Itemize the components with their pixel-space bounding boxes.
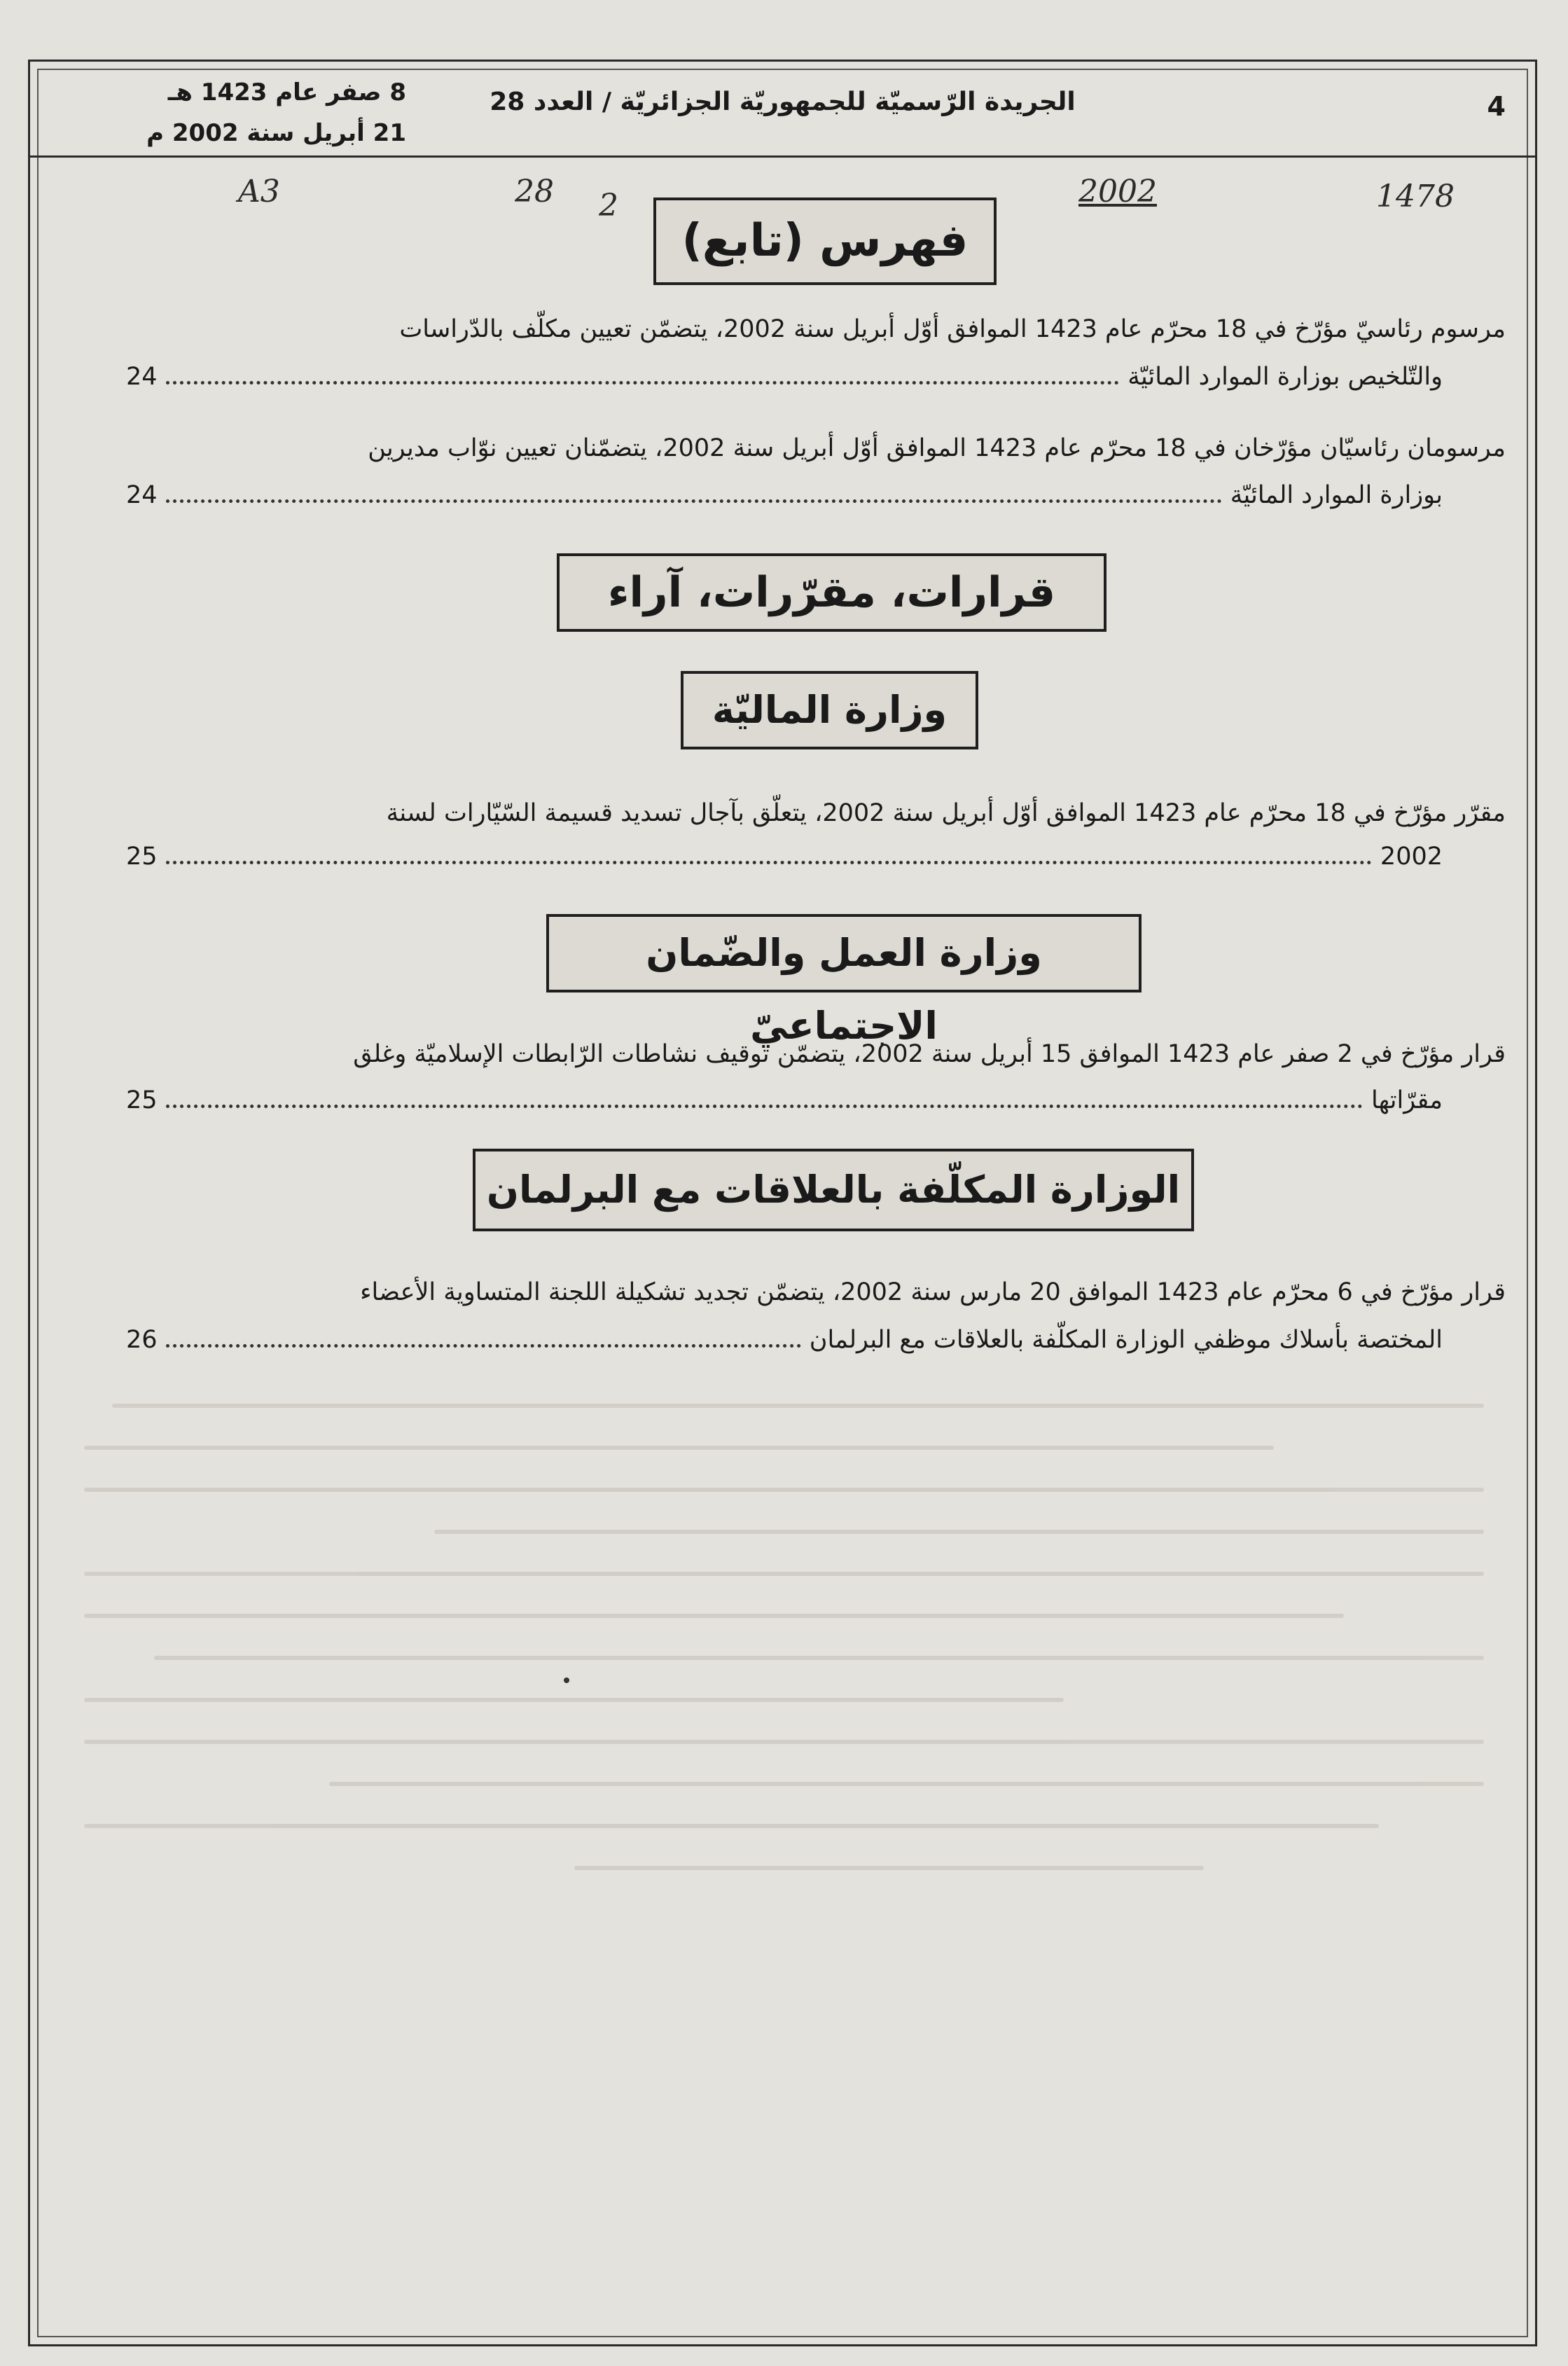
dot-leader xyxy=(166,1344,801,1348)
gregorian-date: 21 أبريل سنة 2002 م xyxy=(146,119,406,147)
entry-page-number: 25 xyxy=(126,1086,158,1114)
entry-line1: مرسوم رئاسيّ مؤرّخ في 18 محرّم عام 1423 الموافق أوّل أبريل سنة 2002، يتضمّن تعيين مكلّف بالدّراسات xyxy=(399,315,1506,343)
entry-line1: مرسومان رئاسيّان مؤرّخان في 18 محرّم عام 1423 الموافق أوّل أبريل سنة 2002، يتضمّنان تعيين نوّاب مديرين xyxy=(368,434,1506,462)
page-number: 4 xyxy=(1487,91,1506,122)
entry-line2: المختصة بأسلاك موظفي الوزارة المكلّفة بالعلاقات مع البرلمان xyxy=(809,1326,1443,1354)
toc-entry[interactable] xyxy=(126,354,1443,400)
toc-entry[interactable] xyxy=(126,1317,1443,1363)
labor-ministry-title: وزارة العمل والضّمان الاجتماعيّ xyxy=(646,931,1042,1048)
handwritten-issue: 28 xyxy=(515,174,554,209)
entry-line1: مقرّر مؤرّخ في 18 محرّم عام 1423 الموافق أوّل أبريل سنة 2002، يتعلّق بآجال تسديد قسيمة السّيّارات لسنة xyxy=(386,799,1506,827)
handwritten-number: 1478 xyxy=(1376,179,1455,214)
header-dates xyxy=(56,72,406,153)
page-header xyxy=(28,60,1537,158)
labor-ministry-box xyxy=(546,914,1142,1048)
show-through-text xyxy=(84,1366,1484,2241)
parliament-ministry-box xyxy=(473,1149,1194,1231)
index-title: فهرس (تابع) xyxy=(681,215,969,267)
entry-line1: قرار مؤرّخ في 6 محرّم عام 1423 الموافق 20 مارس سنة 2002، يتضمّن تجديد تشكيلة اللجنة المتساوية الأعضاء xyxy=(360,1278,1506,1306)
dot-leader xyxy=(166,499,1222,503)
finance-ministry-box xyxy=(681,671,978,749)
finance-ministry-title: وزارة الماليّة xyxy=(712,688,948,732)
parliament-ministry-title: الوزارة المكلّفة بالعلاقات مع البرلمان xyxy=(486,1168,1181,1212)
dot-leader xyxy=(166,1105,1363,1108)
entry-line2: بوزارة الموارد المائيّة xyxy=(1230,481,1443,509)
entry-line1: قرار مؤرّخ في 2 صفر عام 1423 الموافق 15 أبريل سنة 2002، يتضمّن توقيف نشاطات الرّابطات الإسلاميّة وغلق xyxy=(353,1040,1506,1068)
entry-line2: 2002 xyxy=(1380,843,1443,871)
dot-leader xyxy=(166,861,1372,864)
entry-page-number: 26 xyxy=(126,1326,158,1354)
entry-line2: مقرّاتها xyxy=(1371,1086,1443,1114)
handwritten-a3: A3 xyxy=(238,174,280,209)
toc-entry[interactable] xyxy=(126,833,1443,880)
toc-entry[interactable] xyxy=(126,1077,1443,1123)
index-title-box xyxy=(653,198,997,285)
handwritten-year: 2002 xyxy=(1078,174,1157,209)
handwritten-mark: 2 xyxy=(599,188,618,223)
journal-title: الجريدة الرّسميّة للجمهوريّة الجزائريّة / العدد 28 xyxy=(490,88,1076,116)
hijri-date: 8 صفر عام 1423 هـ xyxy=(167,78,406,106)
dot-leader xyxy=(166,381,1120,385)
decisions-section-title: قرارات، مقرّرات، آراء xyxy=(607,568,1056,617)
entry-page-number: 24 xyxy=(126,481,158,509)
entry-page-number: 24 xyxy=(126,363,158,391)
entry-page-number: 25 xyxy=(126,843,158,871)
toc-entry[interactable] xyxy=(126,472,1443,518)
decisions-section-box xyxy=(557,553,1106,632)
entry-line2: والتّلخيص بوزارة الموارد المائيّة xyxy=(1128,363,1443,391)
ink-speck xyxy=(564,1677,569,1683)
